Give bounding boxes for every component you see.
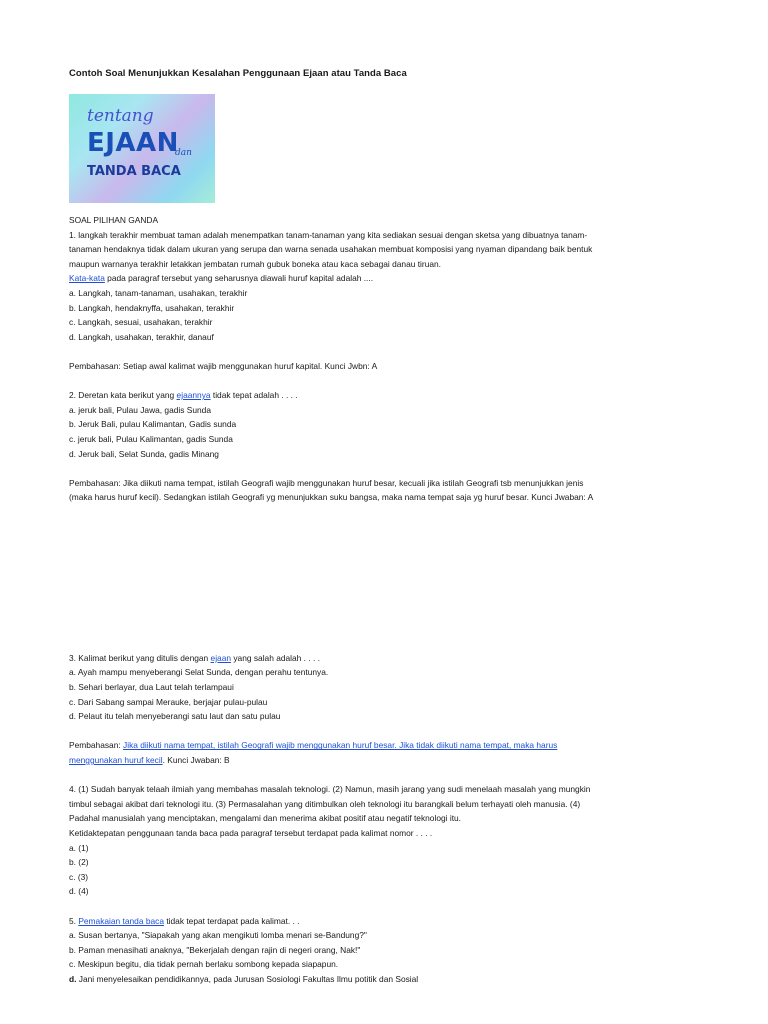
q5-option-c: c. Meskipun begitu, dia tidak pernah berlaku sombong kepada siapapun.	[69, 959, 339, 970]
q5-option-d-text: Jani menyelesaikan pendidikannya, pada Jurusan Sosiologi Fakultas Ilmu potitik dan Sosial	[76, 973, 419, 984]
q1-text-line-1: 1. langkah terakhir membuat taman adalah menempatkan tanam-tanaman yang kita sediakan sesuai dengan sketsa yang dibuatnya tanam-	[69, 229, 588, 240]
q5-question-post: tidak tepat terdapat pada kalimat. . .	[164, 915, 300, 926]
q1-question-text: pada paragraf tersebut yang seharusnya diawali huruf kapital adalah ....	[104, 273, 374, 284]
q3-explanation-post: . Kunci Jwaban: B	[162, 755, 230, 766]
q3-option-d: d. Pelaut itu telah menyeberangi satu laut dan satu pulau	[69, 711, 281, 722]
q1-explanation: Pembahasan: Setiap awal kalimat wajib menggunakan huruf kapital. Kunci Jwbn: A	[69, 360, 378, 371]
banner-text-tanda-baca: TANDA BACA	[87, 164, 181, 179]
q3-question-post: yang salah adalah . . . .	[231, 652, 320, 663]
geografi-rule-link[interactable]: Jika diikuti nama tempat, istilah Geografi wajib menggunakan huruf besar. Jika tidak diikuti nama tempat, maka harus	[123, 740, 558, 751]
q2-option-a: a. jeruk bali, Pulau Jawa, gadis Sunda	[69, 404, 211, 415]
q4-text-line-1: 4. (1) Sudah banyak telaah ilmiah yang membahas masalah teknologi. (2) Namun, masih jarang yang sudi menelaah masalah yang mungkin	[69, 784, 591, 795]
q1-option-d: d. Langkah, usahakan, terakhir, danauf	[69, 331, 214, 342]
q1-option-b: b. Langkah, hendaknyffa, usahakan, terakhir	[69, 302, 235, 313]
q3-explanation-line-1	[69, 738, 709, 753]
q1-option-c: c. Langkah, sesuai, usahakan, terakhir	[69, 317, 213, 328]
q3-option-b: b. Sehari berlayar, dua Laut telah terlampaui	[69, 682, 234, 693]
ejaan-tanda-baca-banner-image	[69, 94, 215, 203]
q2-question-line	[69, 388, 709, 403]
q3-option-a: a. Ayah mampu menyeberangi Selat Sunda, dengan perahu tentunya.	[69, 667, 329, 678]
banner-text-ejaan: EJAAN	[87, 128, 179, 158]
q5-option-a: a. Susan bertanya, "Siapakah yang akan mengikuti lomba menari se-Bandung?"	[69, 930, 367, 941]
q1-text-line-2: tanaman hendaknya tidak dalam ukuran yang serupa dan warna senada usahakan membuat komposisi yang nyaman dipandang baik bentuk	[69, 244, 593, 255]
kata-kata-link[interactable]: Kata-kata	[69, 273, 105, 284]
q2-question-post: tidak tepat adalah . . . .	[210, 390, 298, 401]
q5-option-d	[69, 972, 709, 987]
q4-option-d: d. (4)	[69, 886, 89, 897]
q5-question-line	[69, 914, 709, 929]
q4-text-line-3: Padahal manusialah yang menciptakan, mengalami dan menerima akibat positif atau negatif teknologi itu.	[69, 813, 462, 824]
banner-text-dan: dan	[175, 148, 192, 158]
section-heading: SOAL PILIHAN GANDA	[69, 215, 159, 225]
blank-space	[69, 505, 709, 651]
ejaan-link[interactable]: ejaan	[210, 652, 232, 663]
banner-text-tentang: tentang	[87, 106, 154, 126]
q4-option-c: c. (3)	[69, 871, 89, 882]
q5-option-d-label: d.	[69, 973, 77, 984]
ejaannya-link[interactable]: ejaannya	[176, 390, 211, 401]
q2-explanation-line-2: (maka harus huruf kecil). Sedangkan istilah Geografi yg menunjukkan suku bangsa, maka nama tempat saja yg huruf besar. Kunci Jwaban: A	[69, 492, 594, 503]
document-page	[69, 68, 709, 987]
q4-text-line-2: timbul sebagai akibat dari teknologi itu. (3) Permasalahan yang ditimbulkan oleh teknologi itu barangkali belum terhayati oleh manusia. (4)	[69, 798, 581, 809]
q2-option-b: b. Jeruk Bali, pulau Kalimantan, Gadis sunda	[69, 419, 237, 430]
q3-explanation-pre: Pembahasan:	[69, 740, 124, 751]
q2-option-c: c. jeruk bali, Pulau Kalimantan, gadis Sunda	[69, 433, 233, 444]
q3-explanation-line-2	[69, 753, 709, 768]
page-title: Contoh Soal Menunjukkan Kesalahan Penggunaan Ejaan atau Tanda Baca	[69, 68, 407, 79]
q3-question-pre: 3. Kalimat berikut yang ditulis dengan	[69, 652, 211, 663]
q1-option-a: a. Langkah, tanam-tanaman, usahakan, terakhir	[69, 287, 248, 298]
q3-question-line	[69, 651, 709, 666]
pemakaian-tanda-baca-link[interactable]: Pemakaian tanda baca	[78, 915, 164, 926]
q5-option-b: b. Paman menasihati anaknya, "Bekerjalah dengan rajin di negeri orang, Nak!"	[69, 944, 361, 955]
q2-question-pre: 2. Deretan kata berikut yang	[69, 390, 177, 401]
q4-option-a: a. (1)	[69, 842, 89, 853]
q1-question-line	[69, 271, 709, 286]
q3-option-c: c. Dari Sabang sampai Merauke, berjajar pulau-pulau	[69, 696, 268, 707]
q1-text-line-3: maupun warnanya terakhir letakkan jembatan rumah gubuk boneka atau kaca sebagai danau tiruan.	[69, 258, 442, 269]
huruf-kecil-link[interactable]: menggunakan huruf kecil	[69, 755, 163, 766]
q4-question-line: Ketidaktepatan penggunaan tanda baca pada paragraf tersebut terdapat pada kalimat nomor . . . .	[69, 828, 433, 838]
q2-option-d: d. Jeruk bali, Selat Sunda, gadis Minang	[69, 448, 219, 459]
q4-option-b: b. (2)	[69, 857, 89, 868]
q2-explanation-line-1: Pembahasan: Jika diikuti nama tempat, istilah Geografi wajib menggunakan huruf besar, kecuali jika istilah Geografi tsb menunjukkan jenis	[69, 477, 584, 488]
q5-question-pre: 5.	[69, 915, 79, 926]
